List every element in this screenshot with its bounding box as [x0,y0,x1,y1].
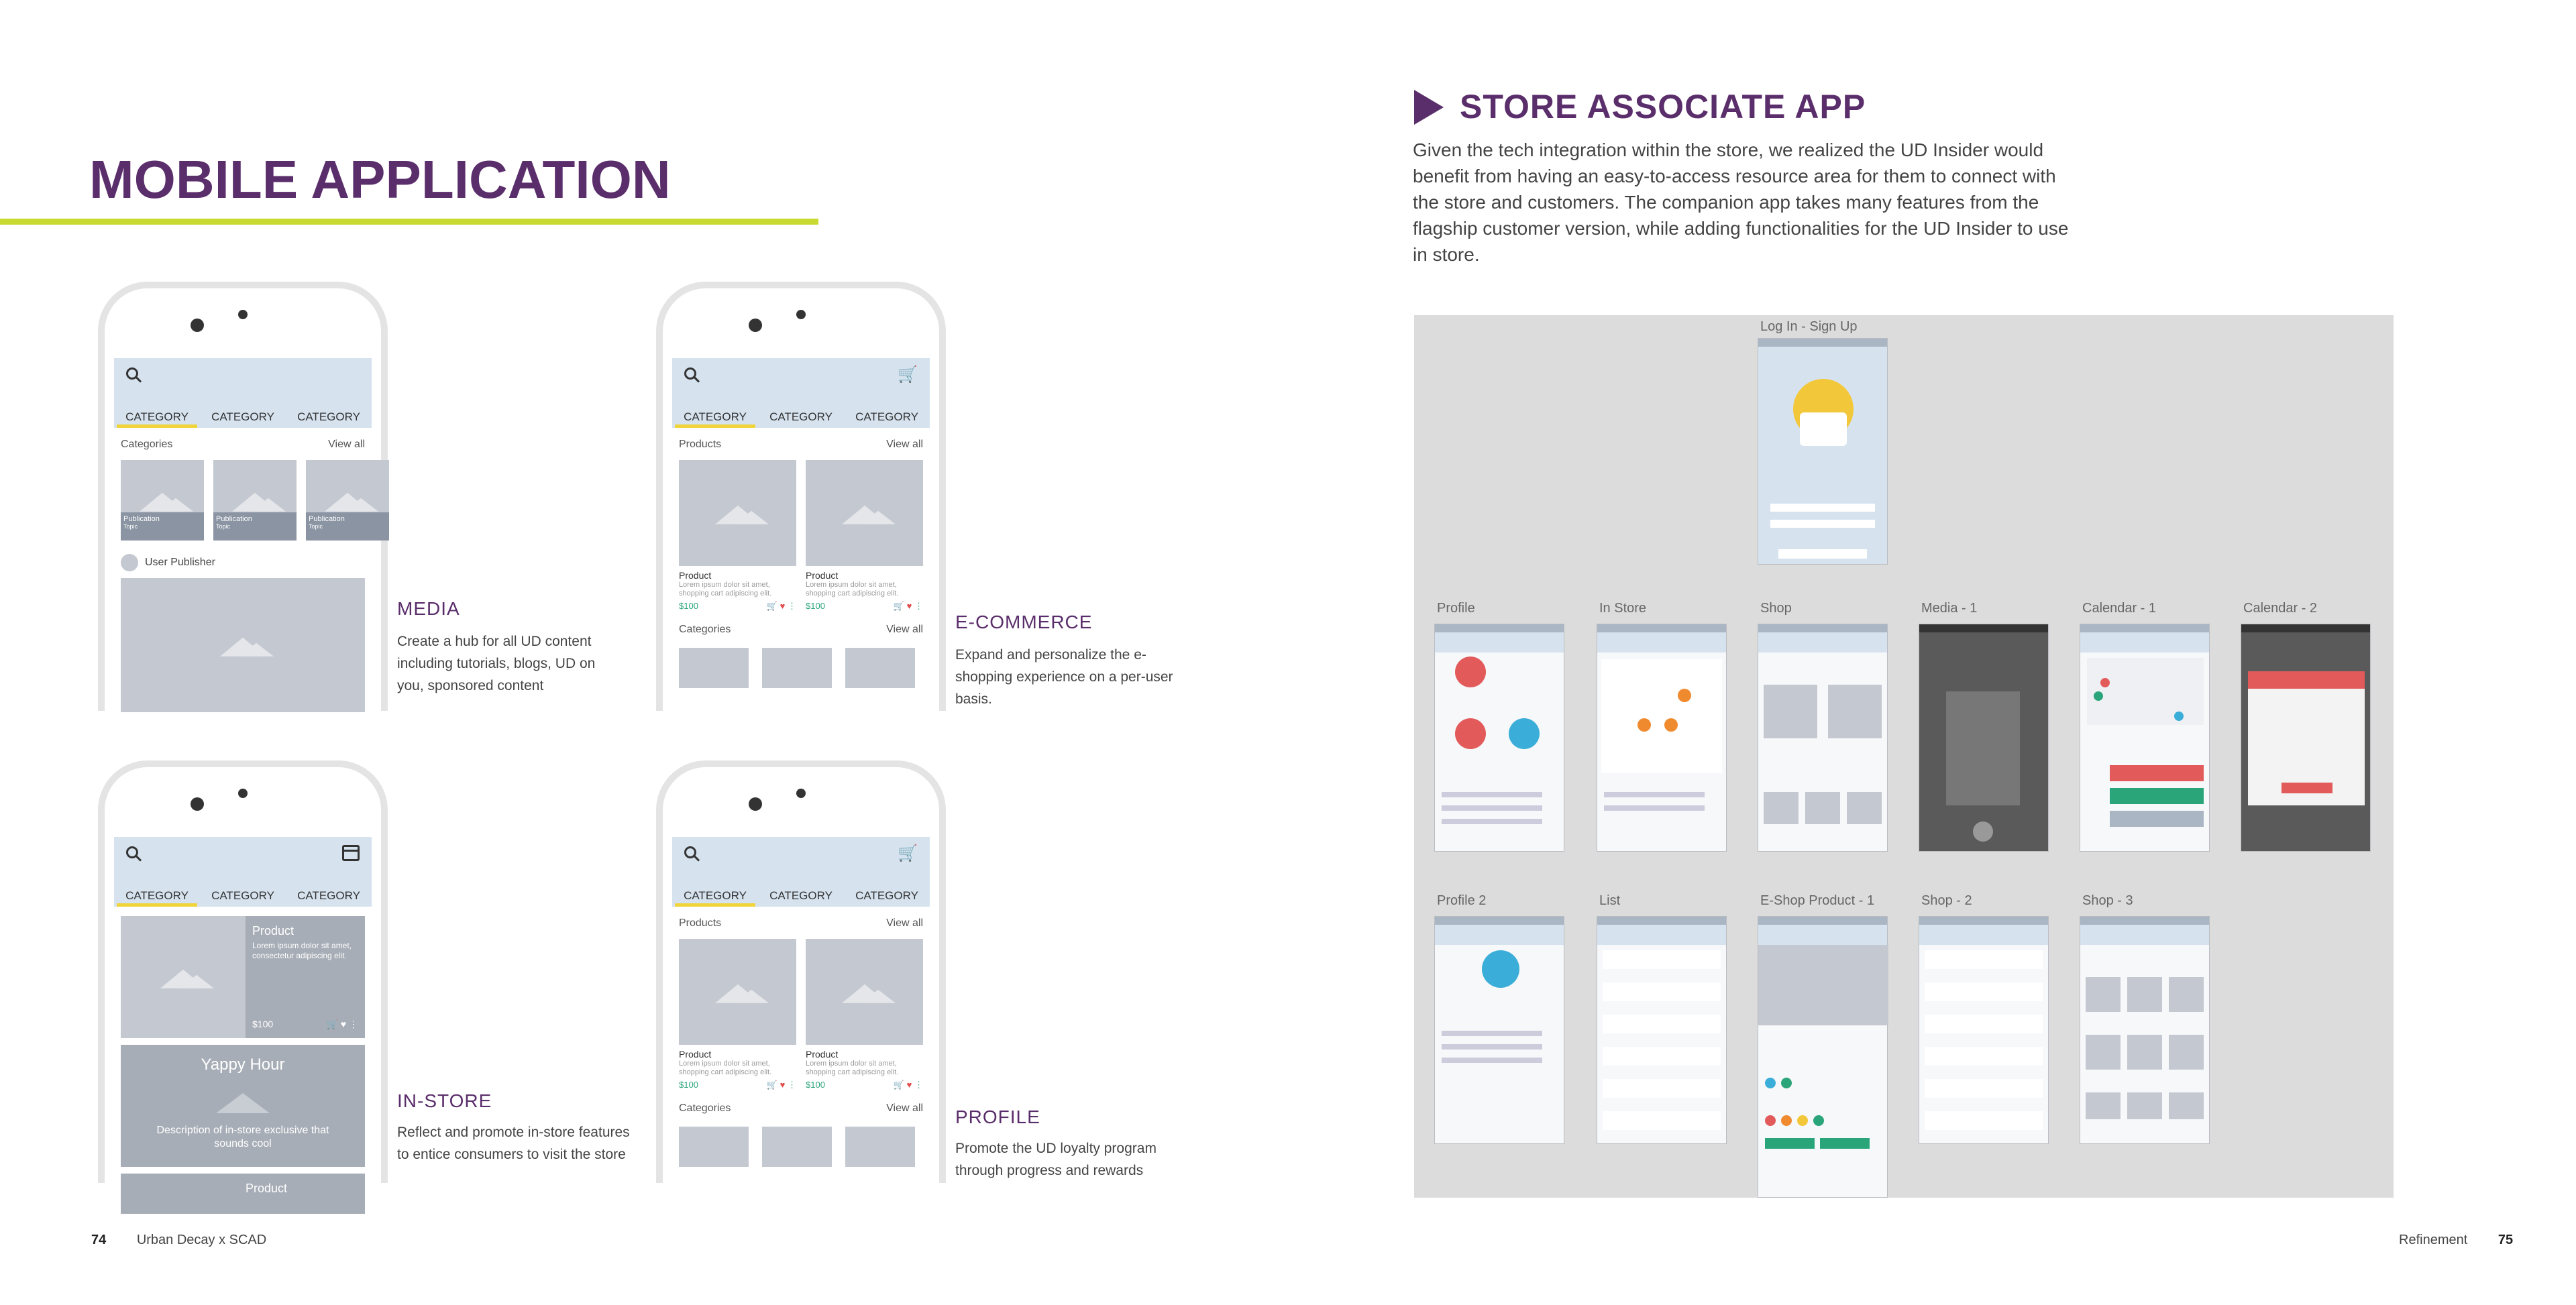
screen-list[interactable] [1597,916,1727,1144]
screen-in-store[interactable] [1597,624,1727,852]
phone-speaker [238,789,248,798]
tab-category-2[interactable]: CATEGORY [769,410,833,423]
card-title: Publication [123,515,160,523]
card-sub: Topic [123,523,138,530]
product-image [806,939,923,1045]
product-label: Product [252,924,294,938]
product-label: Product [679,1049,712,1060]
screen-shop[interactable] [1758,624,1888,852]
tab-indicator [675,424,755,428]
avatar [1482,950,1519,988]
view-all-link[interactable]: View all [886,624,923,635]
avatar [121,554,138,571]
avatar [1455,657,1486,687]
heart-icon[interactable]: ♥ [906,601,912,611]
page-number: 75 [2498,1233,2514,1247]
heart-icon[interactable]: ♥ [780,1080,786,1090]
section-title: Products [679,439,722,450]
screen-label: Profile 2 [1437,893,1487,908]
product-image [121,916,246,1038]
cart-icon[interactable]: 🛒 [766,1080,778,1090]
caption-profile-body: Promote the UD loyalty program through progress and rewards [955,1141,1157,1178]
search-icon[interactable] [126,846,138,858]
caption-instore-title: IN-STORE [397,1090,492,1111]
event-card[interactable] [121,1045,365,1167]
calendar-icon[interactable] [342,845,360,861]
screen-label: E-Shop Product - 1 [1760,893,1875,908]
cart-icon[interactable]: 🛒 [893,601,905,611]
heart-icon[interactable]: ♥ [780,601,786,611]
category-thumb[interactable] [762,648,832,688]
instore-product-card[interactable] [121,1174,365,1214]
instore-product-card[interactable] [121,916,365,1038]
product-price: $100 [806,601,825,611]
screen-label: Shop [1760,601,1792,616]
more-icon[interactable]: ⋮ [349,1019,358,1029]
screen-calendar-1[interactable] [2080,624,2210,852]
footer-text: Urban Decay x SCAD [136,1233,267,1247]
heart-icon[interactable]: ♥ [906,1080,912,1090]
product-price: $100 [679,601,698,611]
card-title: Publication [216,515,252,523]
product-image [806,460,923,566]
image-icon [216,1093,270,1113]
more-icon[interactable]: ⋮ [788,601,796,611]
product-desc: Lorem ipsum dolor sit amet, shopping cart adipiscing elit. [679,581,772,598]
publication-card[interactable] [213,460,297,541]
tab-indicator [117,424,197,428]
product-price: $100 [806,1080,825,1090]
category-thumb[interactable] [762,1127,832,1167]
tab-category-1[interactable]: CATEGORY [125,889,189,902]
ecommerce-screen [672,358,930,711]
cart-icon[interactable]: 🛒 [893,1080,905,1090]
app-bar [672,358,930,428]
section-title: Categories [679,624,731,635]
caption-ecommerce-title: E-COMMERCE [955,612,1093,632]
tab-category-1[interactable]: CATEGORY [125,410,189,423]
phone-ecommerce [656,282,946,711]
footer-left [91,1233,266,1248]
screen-label: Calendar - 2 [2243,601,2318,616]
phone-camera [749,797,762,811]
screen-shop-3[interactable] [2080,916,2210,1144]
product-desc: Lorem ipsum dolor sit amet, shopping cart adipiscing elit. [806,1060,899,1076]
cart-icon[interactable]: 🛒 [326,1019,338,1029]
avatar [1455,718,1486,749]
screen-profile-2[interactable] [1434,916,1564,1144]
screen-label: Log In - Sign Up [1760,319,1858,334]
tab-indicator [117,903,197,907]
tab-category-1[interactable]: CATEGORY [684,889,747,902]
product-desc: Lorem ipsum dolor sit amet, shopping cart adipiscing elit. [679,1060,772,1076]
media-screen [114,358,372,711]
product-label: Product [806,570,839,581]
phone-profile [656,760,946,1183]
screen-label: In Store [1599,601,1647,616]
category-thumb[interactable] [679,648,749,688]
play-icon [1414,90,1444,125]
phone-speaker [238,310,248,319]
view-all-link[interactable]: View all [886,917,923,929]
event-desc: Description of in-store exclusive that sounds cool [156,1125,329,1149]
caption-media-title: MEDIA [397,598,460,619]
search-icon[interactable] [684,367,696,380]
product-image [679,460,796,566]
product-desc: Lorem ipsum dolor sit amet, shopping cart adipiscing elit. [806,581,899,598]
screen-media-1[interactable] [1919,624,2049,852]
product-label: Product [246,1182,288,1195]
phone-media [98,282,388,711]
tab-indicator [675,903,755,907]
publication-card[interactable] [121,460,204,541]
category-thumb[interactable] [679,1127,749,1167]
product-label: Product [806,1049,839,1060]
footer-text: Refinement [2399,1233,2468,1247]
title-divider [0,219,818,225]
caption-instore-body: Reflect and promote in-store features to entice consumers to visit the store [397,1125,630,1162]
view-all-link[interactable]: View all [886,439,923,450]
phone-instore [98,760,388,1195]
publisher-name: User Publisher [145,557,215,568]
product-card[interactable] [806,939,923,1090]
event-title: Yappy Hour [201,1056,285,1074]
wireframe-board [1414,315,2394,1198]
screen-shop-2[interactable] [1919,916,2049,1144]
product-price: $100 [679,1080,698,1090]
app-bar [114,837,372,907]
category-thumb[interactable] [845,1127,915,1167]
caption-media-body: Create a hub for all UD content including tutorials, blogs, UD on you, sponsored content [397,634,596,693]
card-sub: Topic [309,523,323,530]
search-icon[interactable] [126,367,138,380]
screen-label: List [1599,893,1621,908]
heart-icon[interactable]: ♥ [340,1019,347,1029]
cart-icon[interactable]: 🛒 [766,601,778,611]
search-icon[interactable] [684,846,696,858]
card-sub: Topic [216,523,231,530]
tab-category-3[interactable]: CATEGORY [855,410,918,423]
view-all-link[interactable]: View all [886,1102,923,1114]
screen-label: Media - 1 [1921,601,1978,616]
cart-icon[interactable]: 🛒 [898,365,918,384]
section-body: Given the tech integration within the store, we realized the UD Insider would benefit from having an easy-to-access resource area for them to connect with the store and customers. The companion app takes many features from the flagship customer version, while adding functionalities for the UD Insider to use in store. [1413,139,2069,265]
screen-label: Profile [1437,601,1475,616]
more-icon[interactable]: ⋮ [914,601,923,611]
more-icon[interactable]: ⋮ [914,1080,923,1090]
product-card[interactable] [679,460,796,612]
section-title: Categories [679,1102,731,1114]
app-bar [114,358,372,428]
tab-category-2[interactable]: CATEGORY [769,889,833,902]
tab-category-3[interactable]: CATEGORY [855,889,918,902]
tab-category-2[interactable]: CATEGORY [211,889,274,902]
screen-calendar-2[interactable] [2241,624,2371,852]
product-price: $100 [252,1019,274,1029]
footer-right [2399,1233,2513,1248]
caption-profile-title: PROFILE [955,1107,1040,1127]
more-icon[interactable]: ⋮ [788,1080,796,1090]
caption-ecommerce-body: Expand and personalize the e-shopping experience on a per-user basis. [955,647,1173,707]
profile-screen [672,837,930,1183]
section-title: STORE ASSOCIATE APP [1460,88,1866,125]
phone-camera [749,319,762,332]
phone-camera [191,319,204,332]
product-desc: Lorem ipsum dolor sit amet, consectetur adipiscing elit. [252,941,352,960]
cart-icon[interactable]: 🛒 [898,844,918,862]
product-card[interactable] [679,939,796,1090]
screen-login[interactable] [1758,338,1888,565]
tab-category-1[interactable]: CATEGORY [684,410,747,423]
product-image [679,939,796,1045]
section-title: Categories [121,439,173,450]
publication-card[interactable] [306,460,389,541]
card-title: Publication [309,515,345,523]
media-placeholder-image[interactable] [121,578,365,712]
screen-profile[interactable] [1434,624,1564,852]
page-number: 74 [91,1233,107,1247]
tab-category-2[interactable]: CATEGORY [211,410,274,423]
section-title: Products [679,917,722,929]
product-label: Product [679,570,712,581]
avatar [1509,718,1540,749]
tab-category-3[interactable]: CATEGORY [297,410,360,423]
phone-speaker [796,310,806,319]
screen-eshop-product-1[interactable] [1758,916,1888,1198]
screen-label: Calendar - 1 [2082,601,2157,616]
view-all-link[interactable]: View all [328,439,365,450]
instore-screen [114,837,372,1195]
phone-camera [191,797,204,811]
page-title: MOBILE APPLICATION [89,150,671,209]
screen-label: Shop - 3 [2082,893,2133,908]
screen-label: Shop - 2 [1921,893,1972,908]
category-thumb[interactable] [845,648,915,688]
app-bar [672,837,930,907]
product-card[interactable] [806,460,923,612]
phone-speaker [796,789,806,798]
tab-category-3[interactable]: CATEGORY [297,889,360,902]
